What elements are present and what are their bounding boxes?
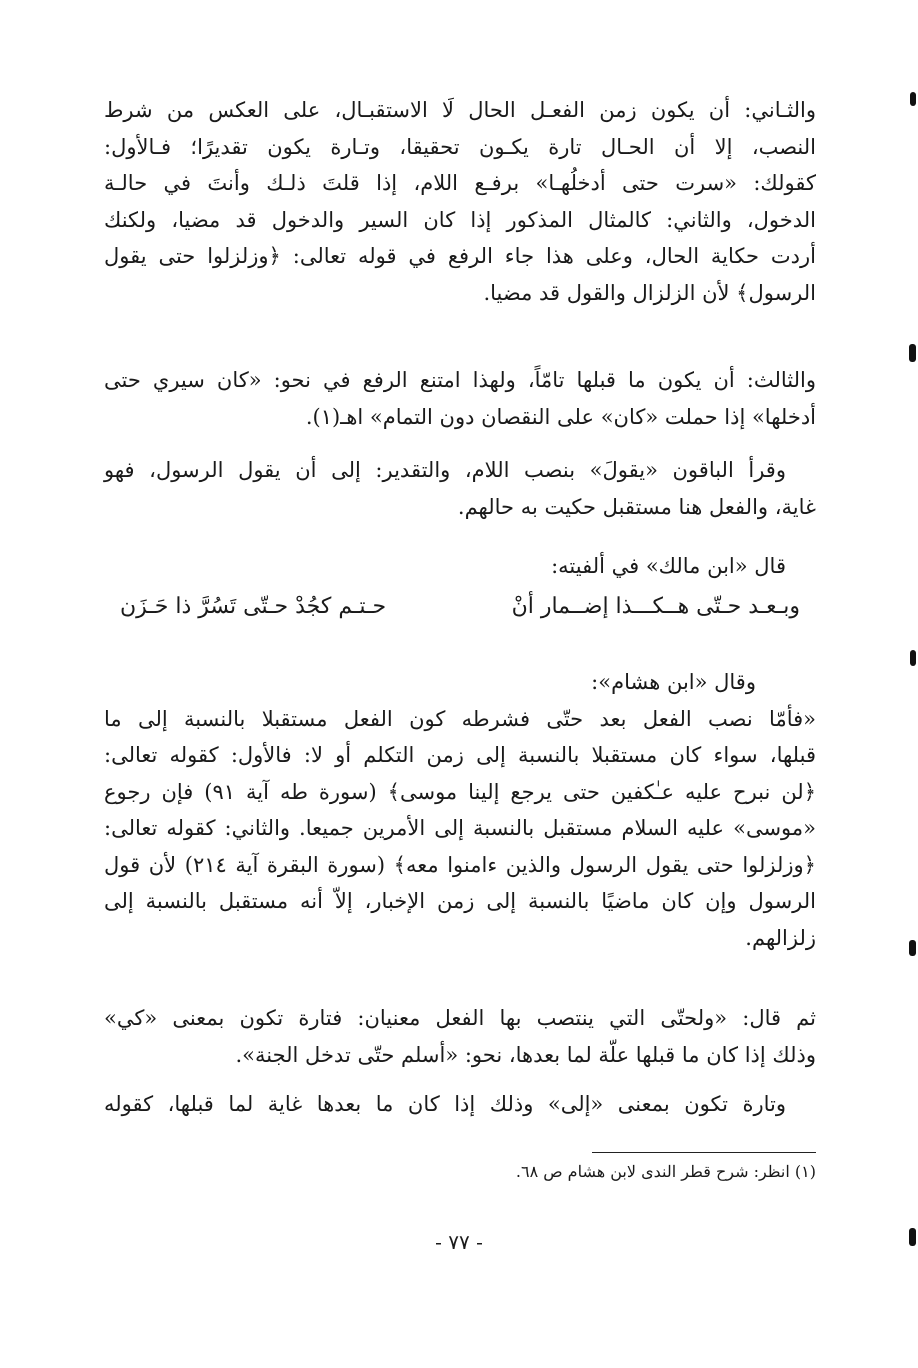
paragraph-2 [104,362,816,435]
text-line: أردت حكاية الحال، وعلى هذا جاء الرفع في قوله تعالى: ﴿وزلزلوا حتى يقول [104,244,816,268]
text-line: ثم قال: «ولحتّى التي ينتصب بها الفعل معنيان: فتارة تكون بمعنى «كي» [104,1006,816,1030]
text-line: زلزالهم. [745,925,816,950]
text-line: وذلك إذا كان ما قبلها علّة لما بعدها، نحو: «أسلم حتّى تدخل الجنة». [235,1042,816,1067]
text-line: كقولك: «سرت حتى أدخلُهـا» برفـع اللام، إذا قلتَ ذلـك وأنتَ في حالـة [104,171,816,195]
text-line: الرسول﴾ لأن الزلزال والقول قد مضيا. [483,280,816,305]
poem-second-hemistich: حـتـم كجُدْ حـتّى تَسُرَّ ذا حَـزَن [120,594,387,619]
text-line: «فأمّا نصب الفعل بعد حتّى فشرطه كون الفعل مستقبلا بالنسبة إلى ما [104,706,816,731]
text-line: النصب، إلا أن الحـال تارة يكـون تحقيقا، وتـارة يكون تقديرًا؛ فـالأول: [104,134,816,159]
paragraph-4 [104,548,816,585]
scan-edge-mark [910,650,916,666]
paragraph-1 [104,92,816,311]
text-line: «موسى» عليه السلام مستقبل بالنسبة إلى الأمرين جميعا. والثاني: كقوله تعالى: [104,816,816,840]
text-line: وتارة تكون بمعنى «إلى» وذلك إذا كان ما بعدها غاية لما قبلها، كقوله [104,1092,786,1116]
scan-edge-mark [910,92,916,106]
paragraph-7 [104,1086,816,1123]
scan-edge-mark [909,1228,916,1246]
footnote: (١) انظر: شرح قطر الندى لابن هشام ص ٦٨. [515,1162,816,1181]
page-number: - ٧٧ - [435,1230,483,1254]
text-line: الرسول وإن كان ماضيًا بالنسبة إلى زمن الإخبار، إلاّ أنه مستقبل بالنسبة إلى [104,889,816,913]
text-line: وقرأ الباقون «يقولَ» بنصب اللام، والتقدير: إلى أن يقول الرسول، فهو [104,458,786,482]
text-line: والثـاني: أن يكون زمن الفعـل الحال لَا الاستقبـال، على العكس من شرط [104,98,816,122]
scan-edge-mark [909,940,916,956]
poem-first-hemistich: وبـعـد حـتّى هــكـــذا إضــمار أنْ [511,594,800,619]
poem-verse [120,594,800,634]
paragraph-6 [104,1000,816,1073]
text-line: والثالث: أن يكون ما قبلها تامّاً، ولهذا امتنع الرفع في نحو: «كان سيري حتى [104,368,816,392]
text-line: غاية، والفعل هنا مستقبل حكيت به حالهم. [457,494,816,519]
text-line: أدخلها» إذا حملت «كان» على النقصان دون التمام» اهـ(١). [305,404,816,429]
text-line: الدخول، والثاني: كالمثال المذكور إذا كان السير والدخول قد مضيا، ولكنك [104,207,816,232]
footnote-divider [592,1152,816,1153]
text-line: وقال «ابن هشام»: [591,670,756,694]
text-line: ﴿وزلزلوا حتى يقول الرسول والذين ءامنوا معه﴾ (سورة البقرة آية ٢١٤) لأن قول [104,852,816,877]
text-line: ﴿لن نبرح عليه عـٰكفين حتى يرجع إلينا موسى﴾ (سورة طه آية ٩١) فإن رجوع [104,779,817,804]
text-line: قال «ابن مالك» في ألفيته: [551,554,786,578]
scan-edge-mark [909,344,916,362]
paragraph-5 [104,664,816,956]
text-line: قبلها، سواء كان مستقبلا بالنسبة إلى زمن التكلم أو لا: فالأول: كقوله تعالى: [104,743,816,767]
paragraph-3 [104,452,816,525]
